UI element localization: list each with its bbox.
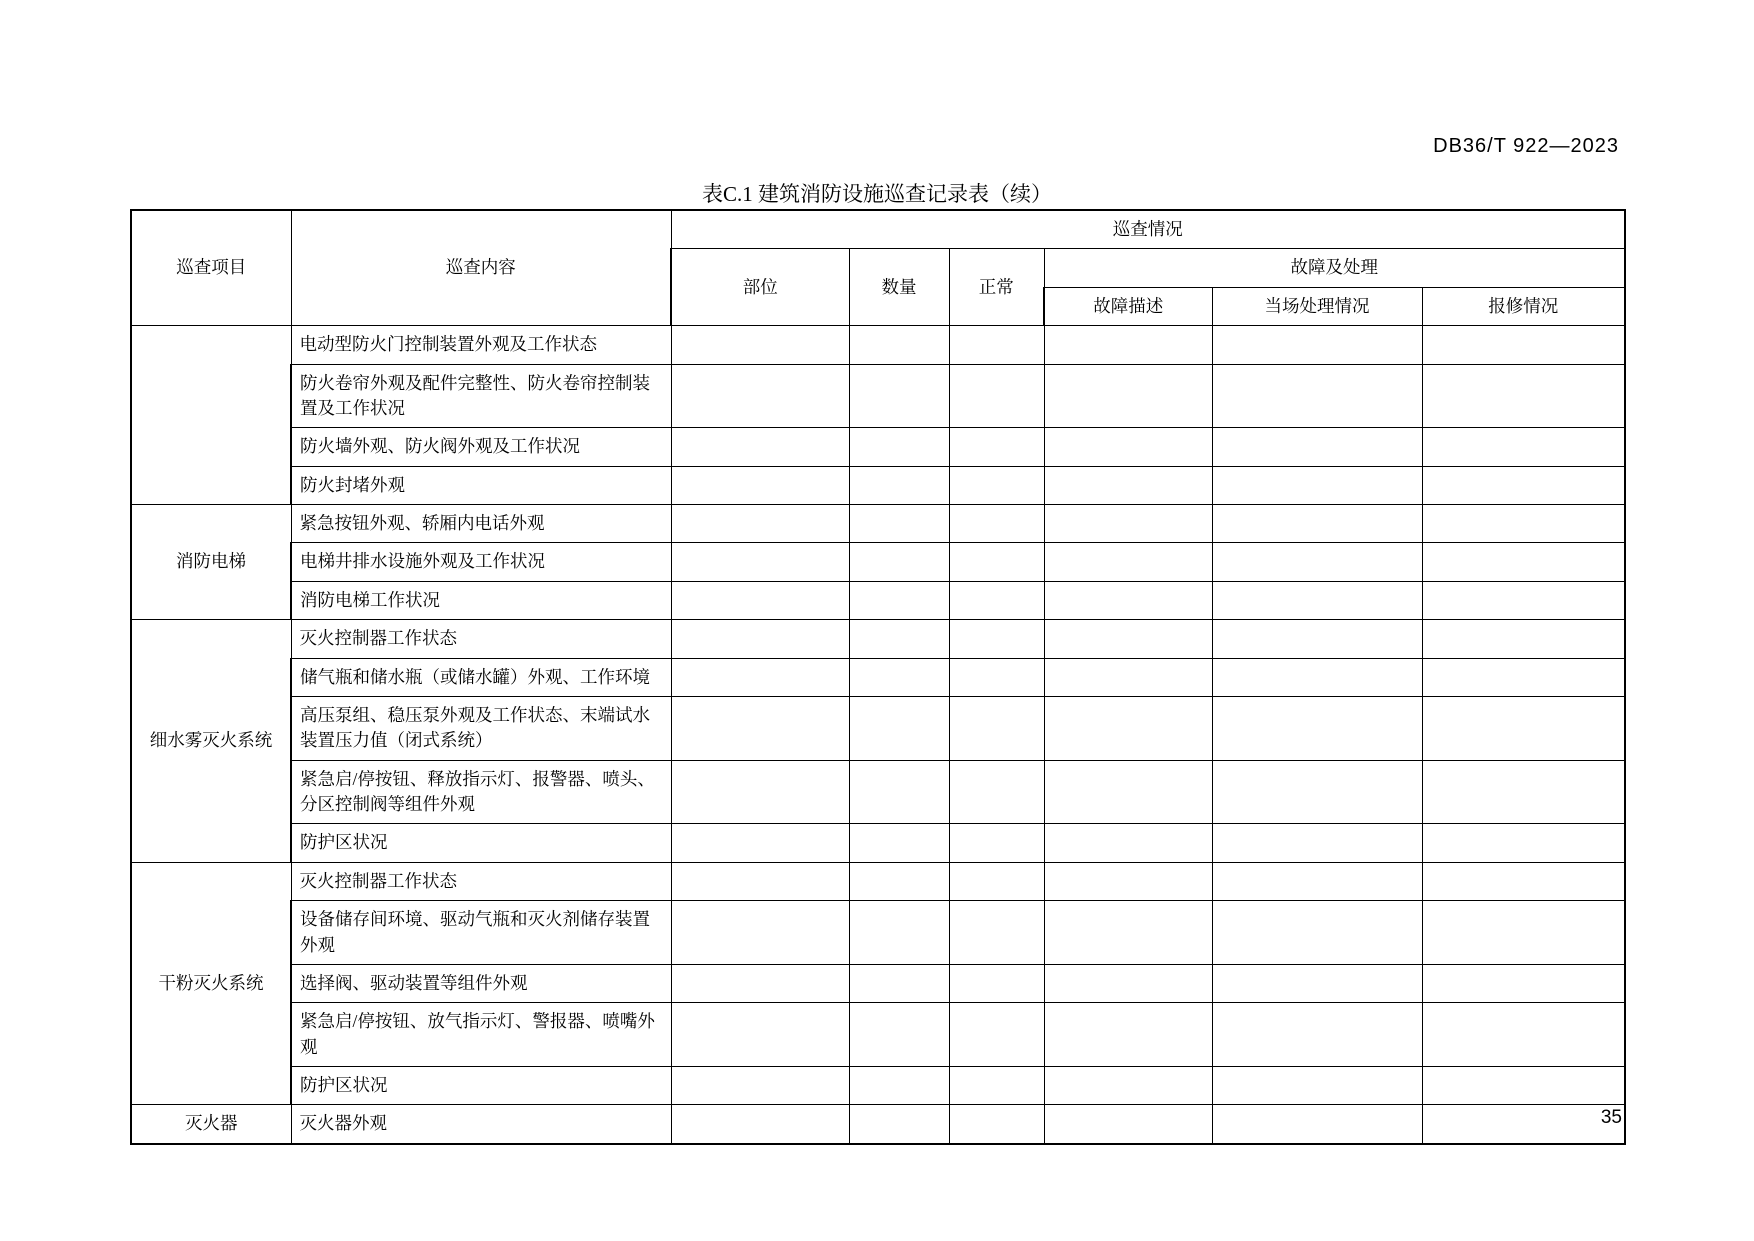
header-fault-description: 故障描述 bbox=[1044, 287, 1212, 325]
table-row bbox=[131, 466, 1625, 504]
cell-quantity[interactable] bbox=[849, 364, 949, 428]
cell-inspection-item: 灭火器 bbox=[131, 1105, 291, 1144]
header-inspection-content: 巡查内容 bbox=[291, 210, 671, 326]
cell-quantity[interactable] bbox=[849, 901, 949, 965]
cell-repair-report[interactable] bbox=[1422, 620, 1625, 658]
cell-inspection-content: 防护区状况 bbox=[291, 824, 671, 862]
cell-fault-description[interactable] bbox=[1044, 466, 1212, 504]
table-title: 表C.1 建筑消防设施巡查记录表（续） bbox=[701, 182, 1052, 206]
cell-inspection-content: 紧急启/停按钮、放气指示灯、警报器、喷嘴外观 bbox=[291, 1003, 671, 1067]
cell-inspection-item bbox=[131, 326, 291, 505]
cell-onsite-handling[interactable] bbox=[1212, 620, 1422, 658]
cell-repair-report[interactable] bbox=[1422, 824, 1625, 862]
table-row bbox=[131, 505, 1625, 543]
cell-normal[interactable] bbox=[949, 1105, 1044, 1144]
cell-location[interactable] bbox=[671, 326, 849, 364]
cell-location[interactable] bbox=[671, 862, 849, 900]
header-repair-report: 报修情况 bbox=[1422, 287, 1625, 325]
header-normal: 正常 bbox=[949, 249, 1044, 326]
cell-location[interactable] bbox=[671, 760, 849, 824]
cell-onsite-handling[interactable] bbox=[1212, 1105, 1422, 1144]
page-number: 35 bbox=[1600, 1107, 1622, 1128]
cell-normal[interactable] bbox=[949, 543, 1044, 581]
cell-inspection-item: 消防电梯 bbox=[131, 505, 291, 620]
table-row bbox=[131, 760, 1625, 824]
cell-normal[interactable] bbox=[949, 428, 1044, 466]
cell-location[interactable] bbox=[671, 696, 849, 760]
table-row bbox=[131, 862, 1625, 900]
cell-normal[interactable] bbox=[949, 760, 1044, 824]
cell-fault-description[interactable] bbox=[1044, 543, 1212, 581]
cell-normal[interactable] bbox=[949, 901, 1044, 965]
cell-quantity[interactable] bbox=[849, 862, 949, 900]
table-row bbox=[131, 901, 1625, 965]
cell-onsite-handling[interactable] bbox=[1212, 326, 1422, 364]
cell-inspection-content: 电动型防火门控制装置外观及工作状态 bbox=[291, 326, 671, 364]
cell-fault-description[interactable] bbox=[1044, 1105, 1212, 1144]
cell-quantity[interactable] bbox=[849, 466, 949, 504]
header-quantity: 数量 bbox=[849, 249, 949, 326]
cell-repair-report[interactable] bbox=[1422, 760, 1625, 824]
cell-normal[interactable] bbox=[949, 658, 1044, 696]
header-fault-and-handling: 故障及处理 bbox=[1044, 249, 1625, 287]
cell-quantity[interactable] bbox=[849, 326, 949, 364]
cell-inspection-content: 设备储存间环境、驱动气瓶和灭火剂储存装置外观 bbox=[291, 901, 671, 965]
cell-repair-report[interactable] bbox=[1422, 543, 1625, 581]
cell-quantity[interactable] bbox=[849, 1105, 949, 1144]
table-header bbox=[131, 210, 1625, 326]
table-row bbox=[131, 581, 1625, 619]
cell-onsite-handling[interactable] bbox=[1212, 505, 1422, 543]
cell-quantity[interactable] bbox=[849, 696, 949, 760]
cell-repair-report[interactable] bbox=[1422, 364, 1625, 428]
header-inspection-item: 巡查项目 bbox=[131, 210, 291, 326]
cell-quantity[interactable] bbox=[849, 964, 949, 1002]
cell-onsite-handling[interactable] bbox=[1212, 862, 1422, 900]
cell-location[interactable] bbox=[671, 1003, 849, 1067]
cell-inspection-content: 紧急按钮外观、轿厢内电话外观 bbox=[291, 505, 671, 543]
cell-repair-report[interactable] bbox=[1422, 1105, 1625, 1144]
cell-fault-description[interactable] bbox=[1044, 696, 1212, 760]
cell-quantity[interactable] bbox=[849, 620, 949, 658]
table-row bbox=[131, 696, 1625, 760]
cell-normal[interactable] bbox=[949, 1003, 1044, 1067]
cell-quantity[interactable] bbox=[849, 428, 949, 466]
cell-inspection-item: 细水雾灭火系统 bbox=[131, 620, 291, 863]
cell-quantity[interactable] bbox=[849, 543, 949, 581]
cell-normal[interactable] bbox=[949, 1067, 1044, 1105]
cell-fault-description[interactable] bbox=[1044, 1067, 1212, 1105]
cell-inspection-content: 选择阀、驱动装置等组件外观 bbox=[291, 964, 671, 1002]
cell-fault-description[interactable] bbox=[1044, 428, 1212, 466]
cell-repair-report[interactable] bbox=[1422, 658, 1625, 696]
cell-location[interactable] bbox=[671, 543, 849, 581]
cell-repair-report[interactable] bbox=[1422, 1067, 1625, 1105]
cell-repair-report[interactable] bbox=[1422, 862, 1625, 900]
cell-fault-description[interactable] bbox=[1044, 901, 1212, 965]
cell-inspection-content: 消防电梯工作状况 bbox=[291, 581, 671, 619]
cell-location[interactable] bbox=[671, 1105, 849, 1144]
cell-location[interactable] bbox=[671, 901, 849, 965]
cell-onsite-handling[interactable] bbox=[1212, 824, 1422, 862]
cell-repair-report[interactable] bbox=[1422, 581, 1625, 619]
cell-location[interactable] bbox=[671, 581, 849, 619]
cell-quantity[interactable] bbox=[849, 1067, 949, 1105]
table-row bbox=[131, 1105, 1625, 1144]
cell-location[interactable] bbox=[671, 428, 849, 466]
cell-onsite-handling[interactable] bbox=[1212, 1067, 1422, 1105]
cell-quantity[interactable] bbox=[849, 505, 949, 543]
table-row bbox=[131, 1067, 1625, 1105]
cell-onsite-handling[interactable] bbox=[1212, 901, 1422, 965]
cell-onsite-handling[interactable] bbox=[1212, 364, 1422, 428]
cell-normal[interactable] bbox=[949, 964, 1044, 1002]
cell-repair-report[interactable] bbox=[1422, 901, 1625, 965]
table-row bbox=[131, 543, 1625, 581]
cell-location[interactable] bbox=[671, 505, 849, 543]
cell-normal[interactable] bbox=[949, 581, 1044, 619]
cell-repair-report[interactable] bbox=[1422, 964, 1625, 1002]
cell-fault-description[interactable] bbox=[1044, 964, 1212, 1002]
cell-onsite-handling[interactable] bbox=[1212, 581, 1422, 619]
cell-location[interactable] bbox=[671, 364, 849, 428]
cell-fault-description[interactable] bbox=[1044, 505, 1212, 543]
cell-normal[interactable] bbox=[949, 862, 1044, 900]
cell-normal[interactable] bbox=[949, 505, 1044, 543]
cell-inspection-content: 防火封堵外观 bbox=[291, 466, 671, 504]
cell-fault-description[interactable] bbox=[1044, 760, 1212, 824]
cell-fault-description[interactable] bbox=[1044, 824, 1212, 862]
cell-onsite-handling[interactable] bbox=[1212, 1003, 1422, 1067]
cell-onsite-handling[interactable] bbox=[1212, 964, 1422, 1002]
cell-fault-description[interactable] bbox=[1044, 620, 1212, 658]
cell-normal[interactable] bbox=[949, 364, 1044, 428]
cell-inspection-content: 防护区状况 bbox=[291, 1067, 671, 1105]
cell-quantity[interactable] bbox=[849, 658, 949, 696]
cell-repair-report[interactable] bbox=[1422, 1003, 1625, 1067]
cell-fault-description[interactable] bbox=[1044, 658, 1212, 696]
cell-normal[interactable] bbox=[949, 466, 1044, 504]
cell-inspection-content: 防火墙外观、防火阀外观及工作状况 bbox=[291, 428, 671, 466]
cell-location[interactable] bbox=[671, 824, 849, 862]
header-row-1 bbox=[131, 210, 1625, 249]
cell-normal[interactable] bbox=[949, 326, 1044, 364]
table-row bbox=[131, 964, 1625, 1002]
cell-inspection-item: 干粉灭火系统 bbox=[131, 862, 291, 1105]
table-body bbox=[131, 326, 1625, 1144]
cell-fault-description[interactable] bbox=[1044, 862, 1212, 900]
cell-fault-description[interactable] bbox=[1044, 1003, 1212, 1067]
table-row bbox=[131, 658, 1625, 696]
cell-inspection-content: 灭火控制器工作状态 bbox=[291, 620, 671, 658]
cell-onsite-handling[interactable] bbox=[1212, 428, 1422, 466]
table-row bbox=[131, 326, 1625, 364]
cell-fault-description[interactable] bbox=[1044, 364, 1212, 428]
cell-fault-description[interactable] bbox=[1044, 581, 1212, 619]
cell-inspection-content: 紧急启/停按钮、释放指示灯、报警器、喷头、分区控制阀等组件外观 bbox=[291, 760, 671, 824]
cell-repair-report[interactable] bbox=[1422, 505, 1625, 543]
cell-quantity[interactable] bbox=[849, 760, 949, 824]
cell-location[interactable] bbox=[671, 1067, 849, 1105]
cell-repair-report[interactable] bbox=[1422, 466, 1625, 504]
cell-onsite-handling[interactable] bbox=[1212, 696, 1422, 760]
cell-inspection-content: 高压泵组、稳压泵外观及工作状态、末端试水装置压力值（闭式系统） bbox=[291, 696, 671, 760]
cell-fault-description[interactable] bbox=[1044, 326, 1212, 364]
cell-onsite-handling[interactable] bbox=[1212, 658, 1422, 696]
header-inspection-situation: 巡查情况 bbox=[671, 210, 1625, 249]
cell-quantity[interactable] bbox=[849, 1003, 949, 1067]
cell-inspection-content: 灭火器外观 bbox=[291, 1105, 671, 1144]
cell-inspection-content: 电梯井排水设施外观及工作状况 bbox=[291, 543, 671, 581]
inspection-table-container bbox=[130, 209, 1624, 1145]
cell-quantity[interactable] bbox=[849, 824, 949, 862]
table-row bbox=[131, 620, 1625, 658]
header-onsite-handling: 当场处理情况 bbox=[1212, 287, 1422, 325]
table-row bbox=[131, 364, 1625, 428]
cell-inspection-content: 储气瓶和储水瓶（或储水罐）外观、工作环境 bbox=[291, 658, 671, 696]
header-location: 部位 bbox=[671, 249, 849, 326]
standard-code-header: DB36/T 922—2023 bbox=[1433, 135, 1619, 157]
cell-location[interactable] bbox=[671, 466, 849, 504]
cell-onsite-handling[interactable] bbox=[1212, 466, 1422, 504]
table-row bbox=[131, 824, 1625, 862]
inspection-record-table bbox=[130, 209, 1626, 1145]
cell-inspection-content: 灭火控制器工作状态 bbox=[291, 862, 671, 900]
cell-onsite-handling[interactable] bbox=[1212, 760, 1422, 824]
cell-location[interactable] bbox=[671, 620, 849, 658]
cell-inspection-content: 防火卷帘外观及配件完整性、防火卷帘控制装置及工作状况 bbox=[291, 364, 671, 428]
cell-repair-report[interactable] bbox=[1422, 428, 1625, 466]
cell-normal[interactable] bbox=[949, 620, 1044, 658]
table-row bbox=[131, 428, 1625, 466]
table-row bbox=[131, 1003, 1625, 1067]
cell-repair-report[interactable] bbox=[1422, 326, 1625, 364]
cell-repair-report[interactable] bbox=[1422, 696, 1625, 760]
cell-onsite-handling[interactable] bbox=[1212, 543, 1422, 581]
cell-normal[interactable] bbox=[949, 824, 1044, 862]
cell-normal[interactable] bbox=[949, 696, 1044, 760]
cell-location[interactable] bbox=[671, 964, 849, 1002]
cell-quantity[interactable] bbox=[849, 581, 949, 619]
cell-location[interactable] bbox=[671, 658, 849, 696]
